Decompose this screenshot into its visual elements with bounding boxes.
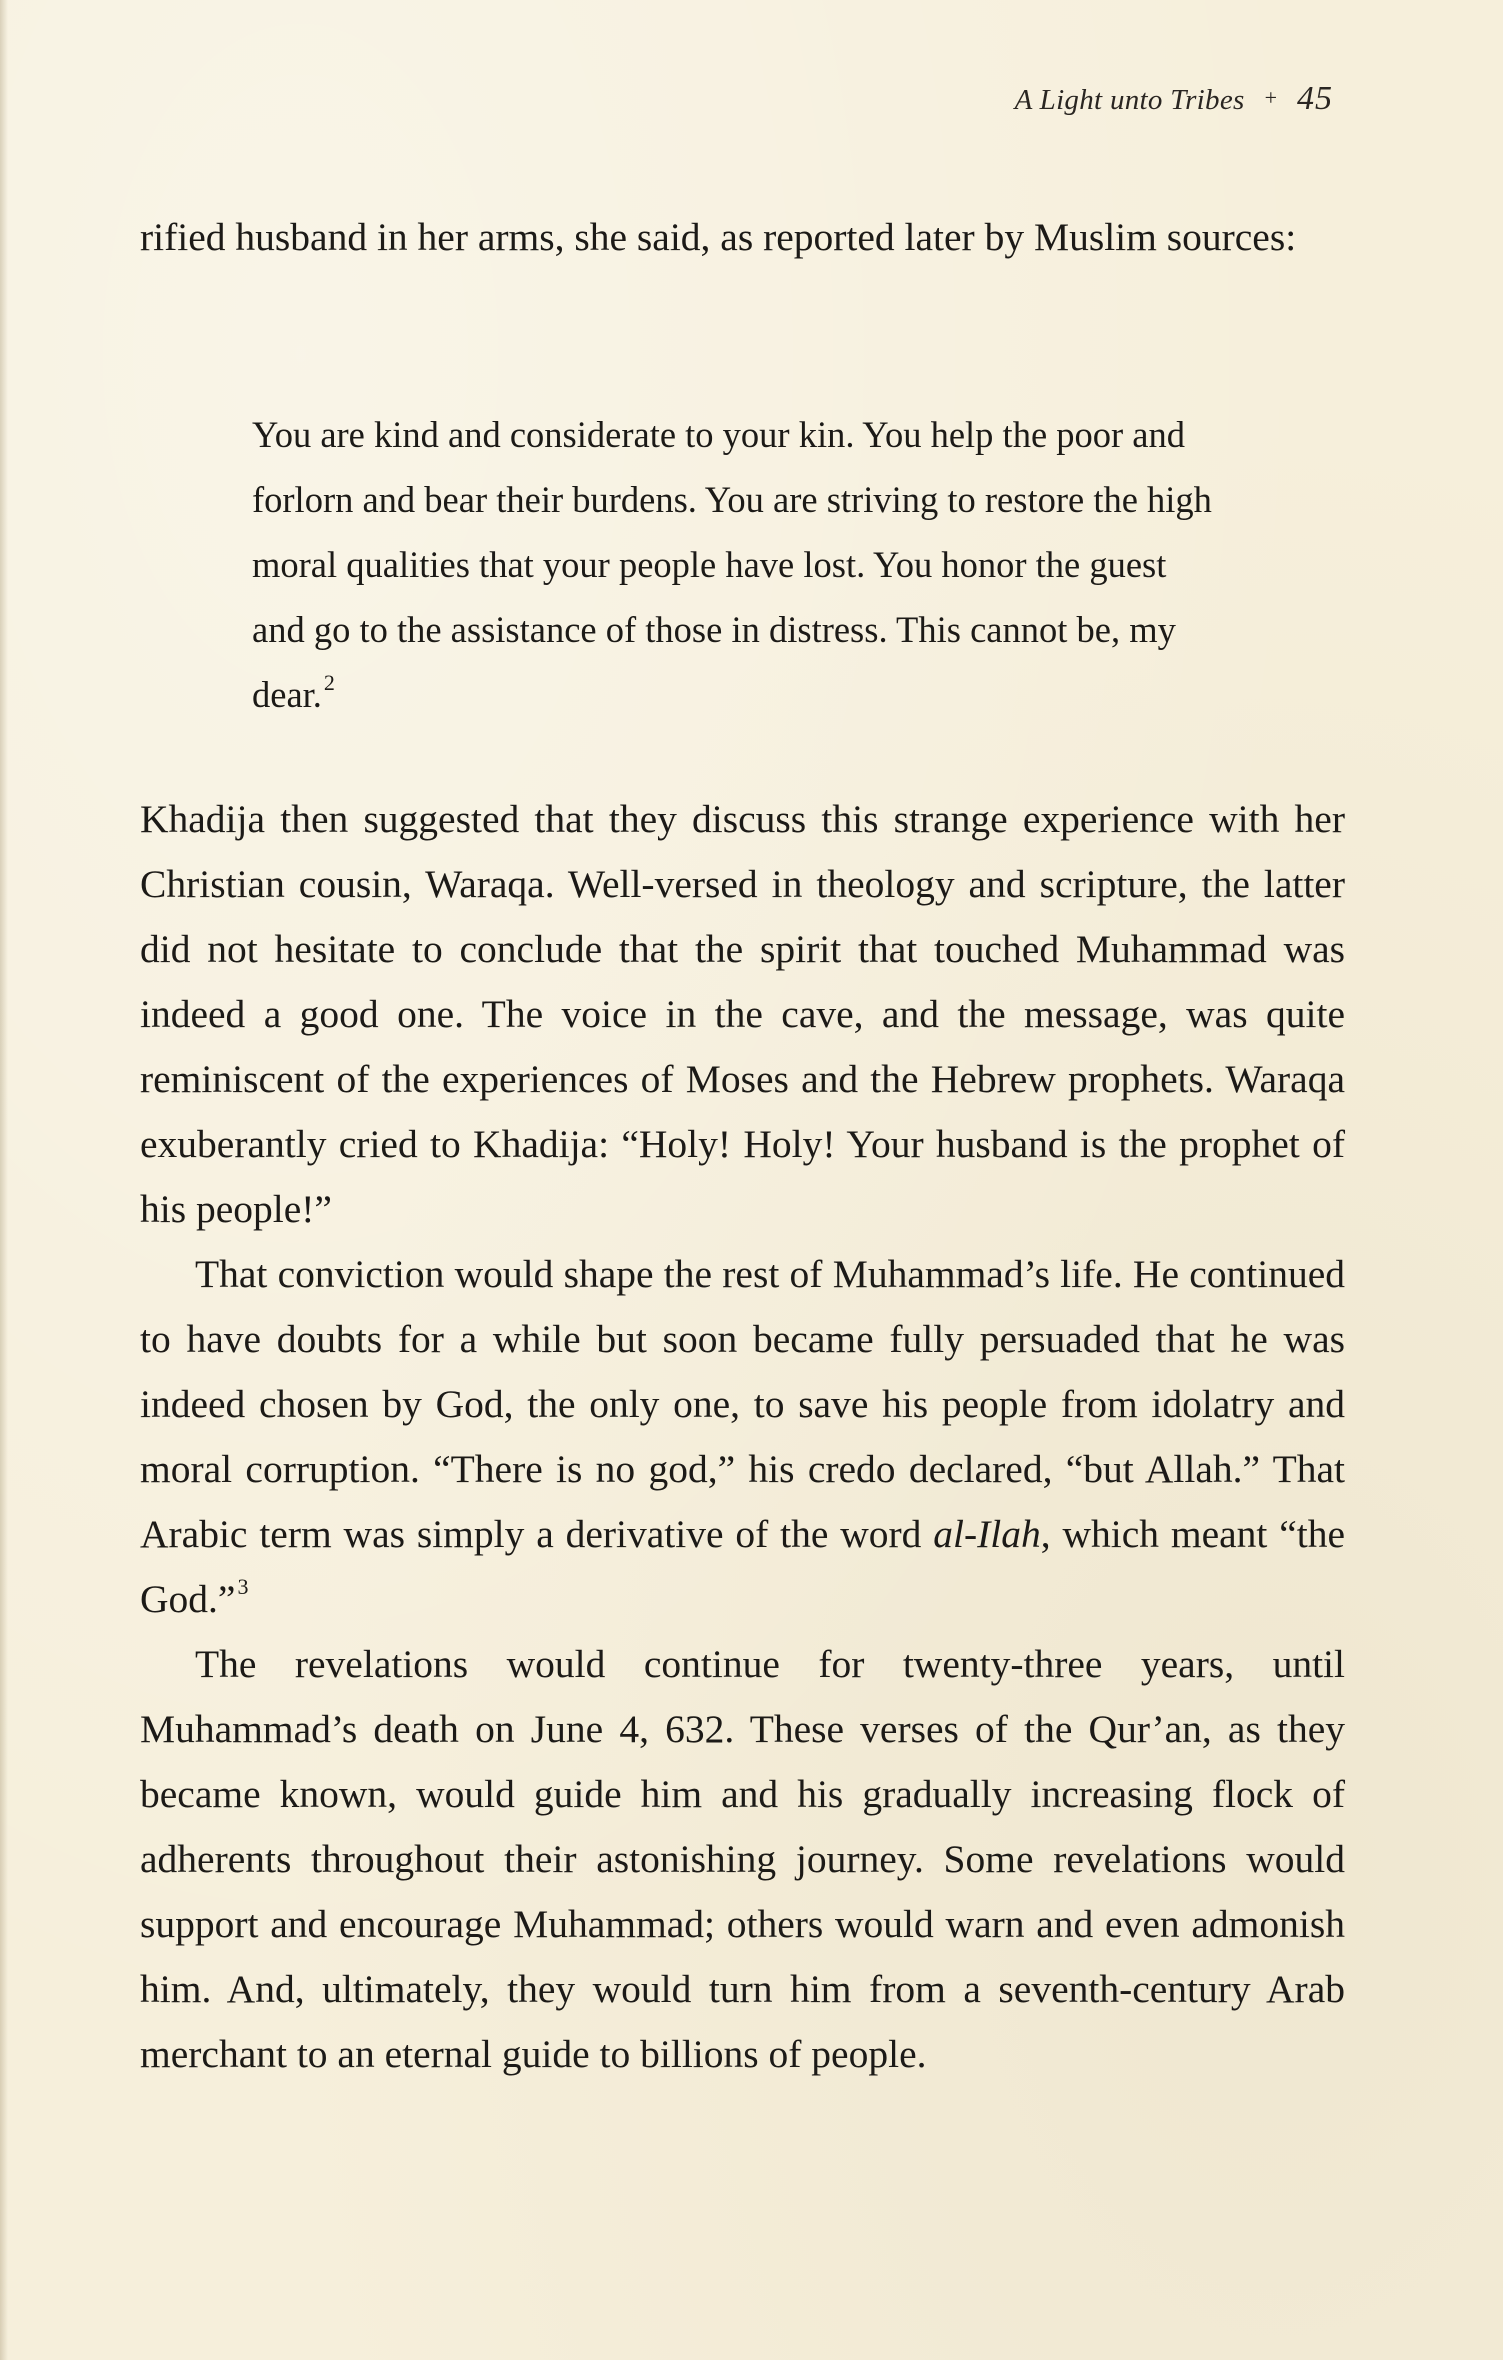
running-header <box>1015 80 1333 118</box>
revelations-paragraph: The revelations would continue for twenty-three years, until Muhammad’s death on June 4, 632. These verses of the Qur’an, as they became known, would guide him and his gradually increasing flock of adherents throughout their astonishing journey. Some revelations would support and encourage Muhammad; others would warn and even admonish him. And, ultimately, they would turn him from a seventh-century Arab merchant to an eternal guide to billions of people. <box>140 1642 1345 2076</box>
khadija-paragraph: Khadija then suggested that they discuss this strange experience with her Christian cousin, Waraqa. Well-versed in theology and scripture, the latter did not hesitate to conclude that the spirit that touched Muhammad was indeed a good one. The voice in the cave, and the message, was quite reminiscent of the experiences of Moses and the Hebrew prophets. Waraqa exuberantly cried to Khadija: “Holy! Holy! Your husband is the prophet of his people!” <box>140 797 1345 1231</box>
block-quote <box>252 402 1224 727</box>
block-quote-text <box>252 402 1224 727</box>
intro-paragraph: rified husband in her arms, she said, as reported later by Muslim sources: <box>140 215 1297 259</box>
running-title: A Light unto Tribes <box>1014 84 1245 116</box>
conviction-paragraph <box>140 1242 1345 1632</box>
conviction-text-start: That conviction would shape the rest of Muhammad’s life. He continued to have doubts for a while but soon became fully persuaded that he was indeed chosen by God, the only one, to save his people from idolatry and moral corruption. “There is no god,” his credo declared, “but Allah.” That Arabic term was simply a derivative of the word <box>140 1252 1345 1556</box>
page-edge-shadow <box>0 0 8 2360</box>
intro-paragraph-block <box>140 205 1345 270</box>
quote-text: You are kind and considerate to your kin. You help the poor and forlorn and bear their burdens. You are striving to restore the high moral qualities that your people have lost. You honor the guest and go to the assistance of those in distress. This cannot be, my dear. <box>252 414 1212 715</box>
cross-ornament-icon: + <box>1264 85 1277 110</box>
main-text-block <box>140 787 1345 2087</box>
footnote-marker-3: 3 <box>237 1573 249 1599</box>
footnote-marker-2: 2 <box>323 669 335 695</box>
conviction-text-end: , which meant “the God.” <box>140 1512 1345 1621</box>
page-number: 45 <box>1297 80 1333 117</box>
arabic-term: al-Ilah <box>933 1512 1041 1556</box>
